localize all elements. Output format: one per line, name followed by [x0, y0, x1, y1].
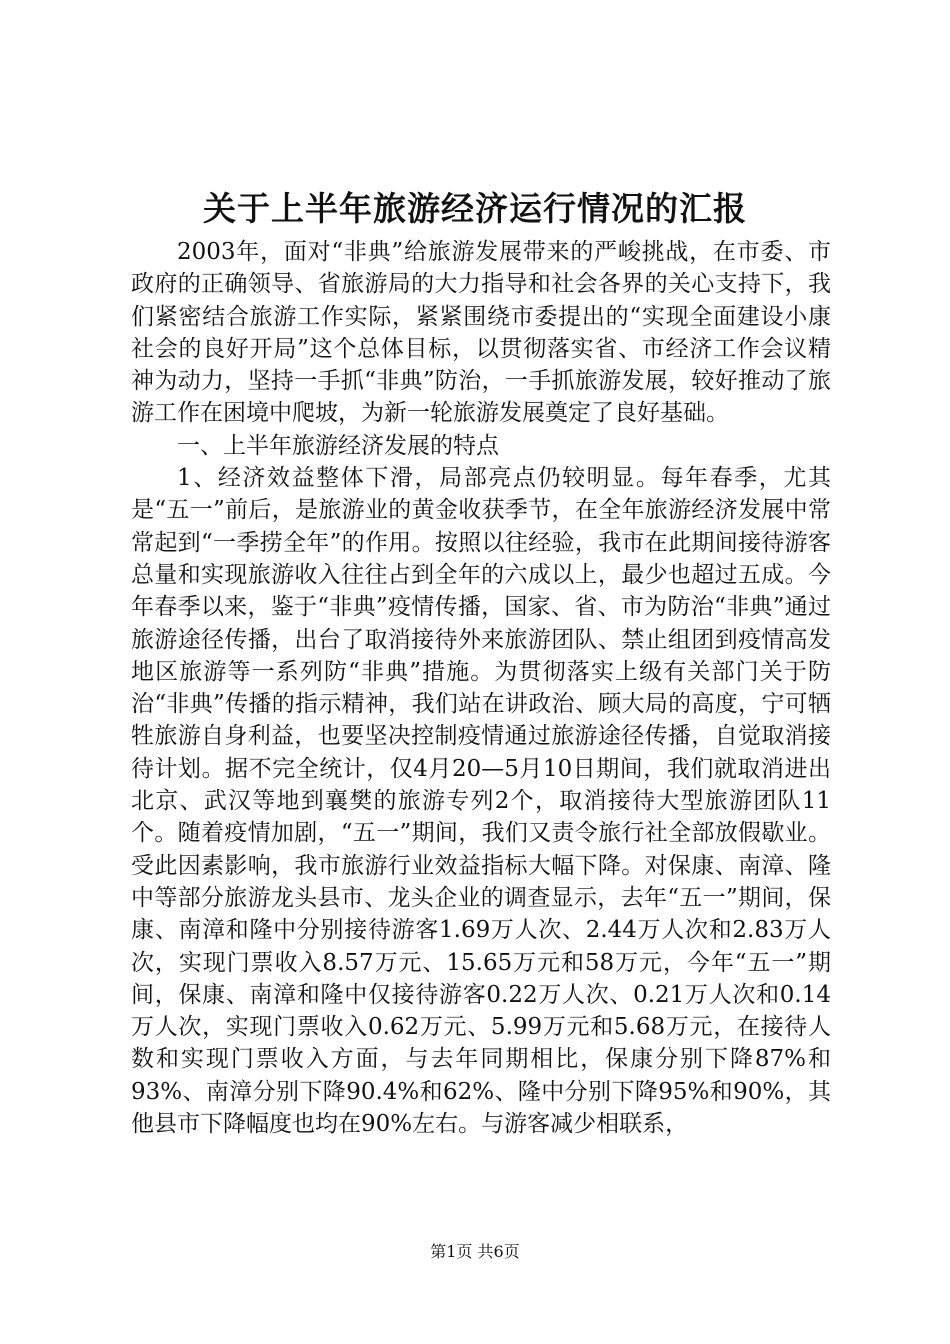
document-title: 关于上半年旅游经济运行情况的汇报: [203, 189, 747, 228]
paragraph-intro: 2003年，面对“非典”给旅游发展带来的严峻挑战，在市委、市政府的正确领导、省旅游局的大力指导和社会各界的关心支持下，我们紧密结合旅游工作实际，紧紧围绕市委提出的“实现全面建设小康社会的良好开局”这个总体目标，以贯彻落实省、市经济工作会议精神为动力，坚持一手抓“非典”防治，一手抓旅游发展，较好推动了旅游工作在困境中爬坡，为新一轮旅游发展奠定了良好基础。: [131, 239, 831, 427]
paragraph-point-1: 1、经济效益整体下滑，局部亮点仍较明显。每年春季，尤其是“五一”前后，是旅游业的黄金收获季节，在全年旅游经济发展中常常起到“一季捞全年”的作用。按照以往经验，我市在此期间接待游客总量和实现旅游收入往往占到全年的六成以上，最少也超过五成。今年春季以来，鉴于“非典”疫情传播，国家、省、市为防治“非典”通过旅游途径传播，出台了取消接待外来旅游团队、禁止组团到疫情高发地区旅游等一系列防“非典”措施。为贯彻落实上级有关部门关于防治“非典”传播的指示精神，我们站在讲政治、顾大局的高度，宁可牺牲旅游自身利益，也要坚决控制疫情通过旅游途径传播，自觉取消接待计划。据不完全统计，仅4月20—5月10日期间，我们就取消进出北京、武汉等地到襄樊的旅游专列2个，取消接待大型旅游团队11个。随着疫情加剧，“五一”期间，我们又责令旅行社全部放假歇业。受此因素影响，我市旅游行业效益指标大幅下降。对保康、南漳、隆中等部分旅游龙头县市、龙头企业的调查显示，去年“五一”期间，保康、南漳和隆中分别接待游客1.69万人次、2.44万人次和2.83万人次，实现门票收入8.57万元、15.65万元和58万元，今年“五一”期间，保康、南漳和隆中仅接待游客0.22万人次、0.21万人次和0.14万人次，实现门票收入0.62万元、5.99万元和5.68万元，在接待人数和实现门票收入方面，与去年同期相比，保康分别下降87%和93%、南漳分别下降90.4%和62%、隆中分别下降95%和90%，其他县市下降幅度也均在90%左右。与游客减少相联系，: [131, 465, 831, 1138]
document-body: [131, 236, 831, 1140]
section-heading-1: 一、上半年旅游经济发展的特点: [177, 432, 499, 459]
page-footer: 第1页 共6页: [430, 1242, 520, 1261]
